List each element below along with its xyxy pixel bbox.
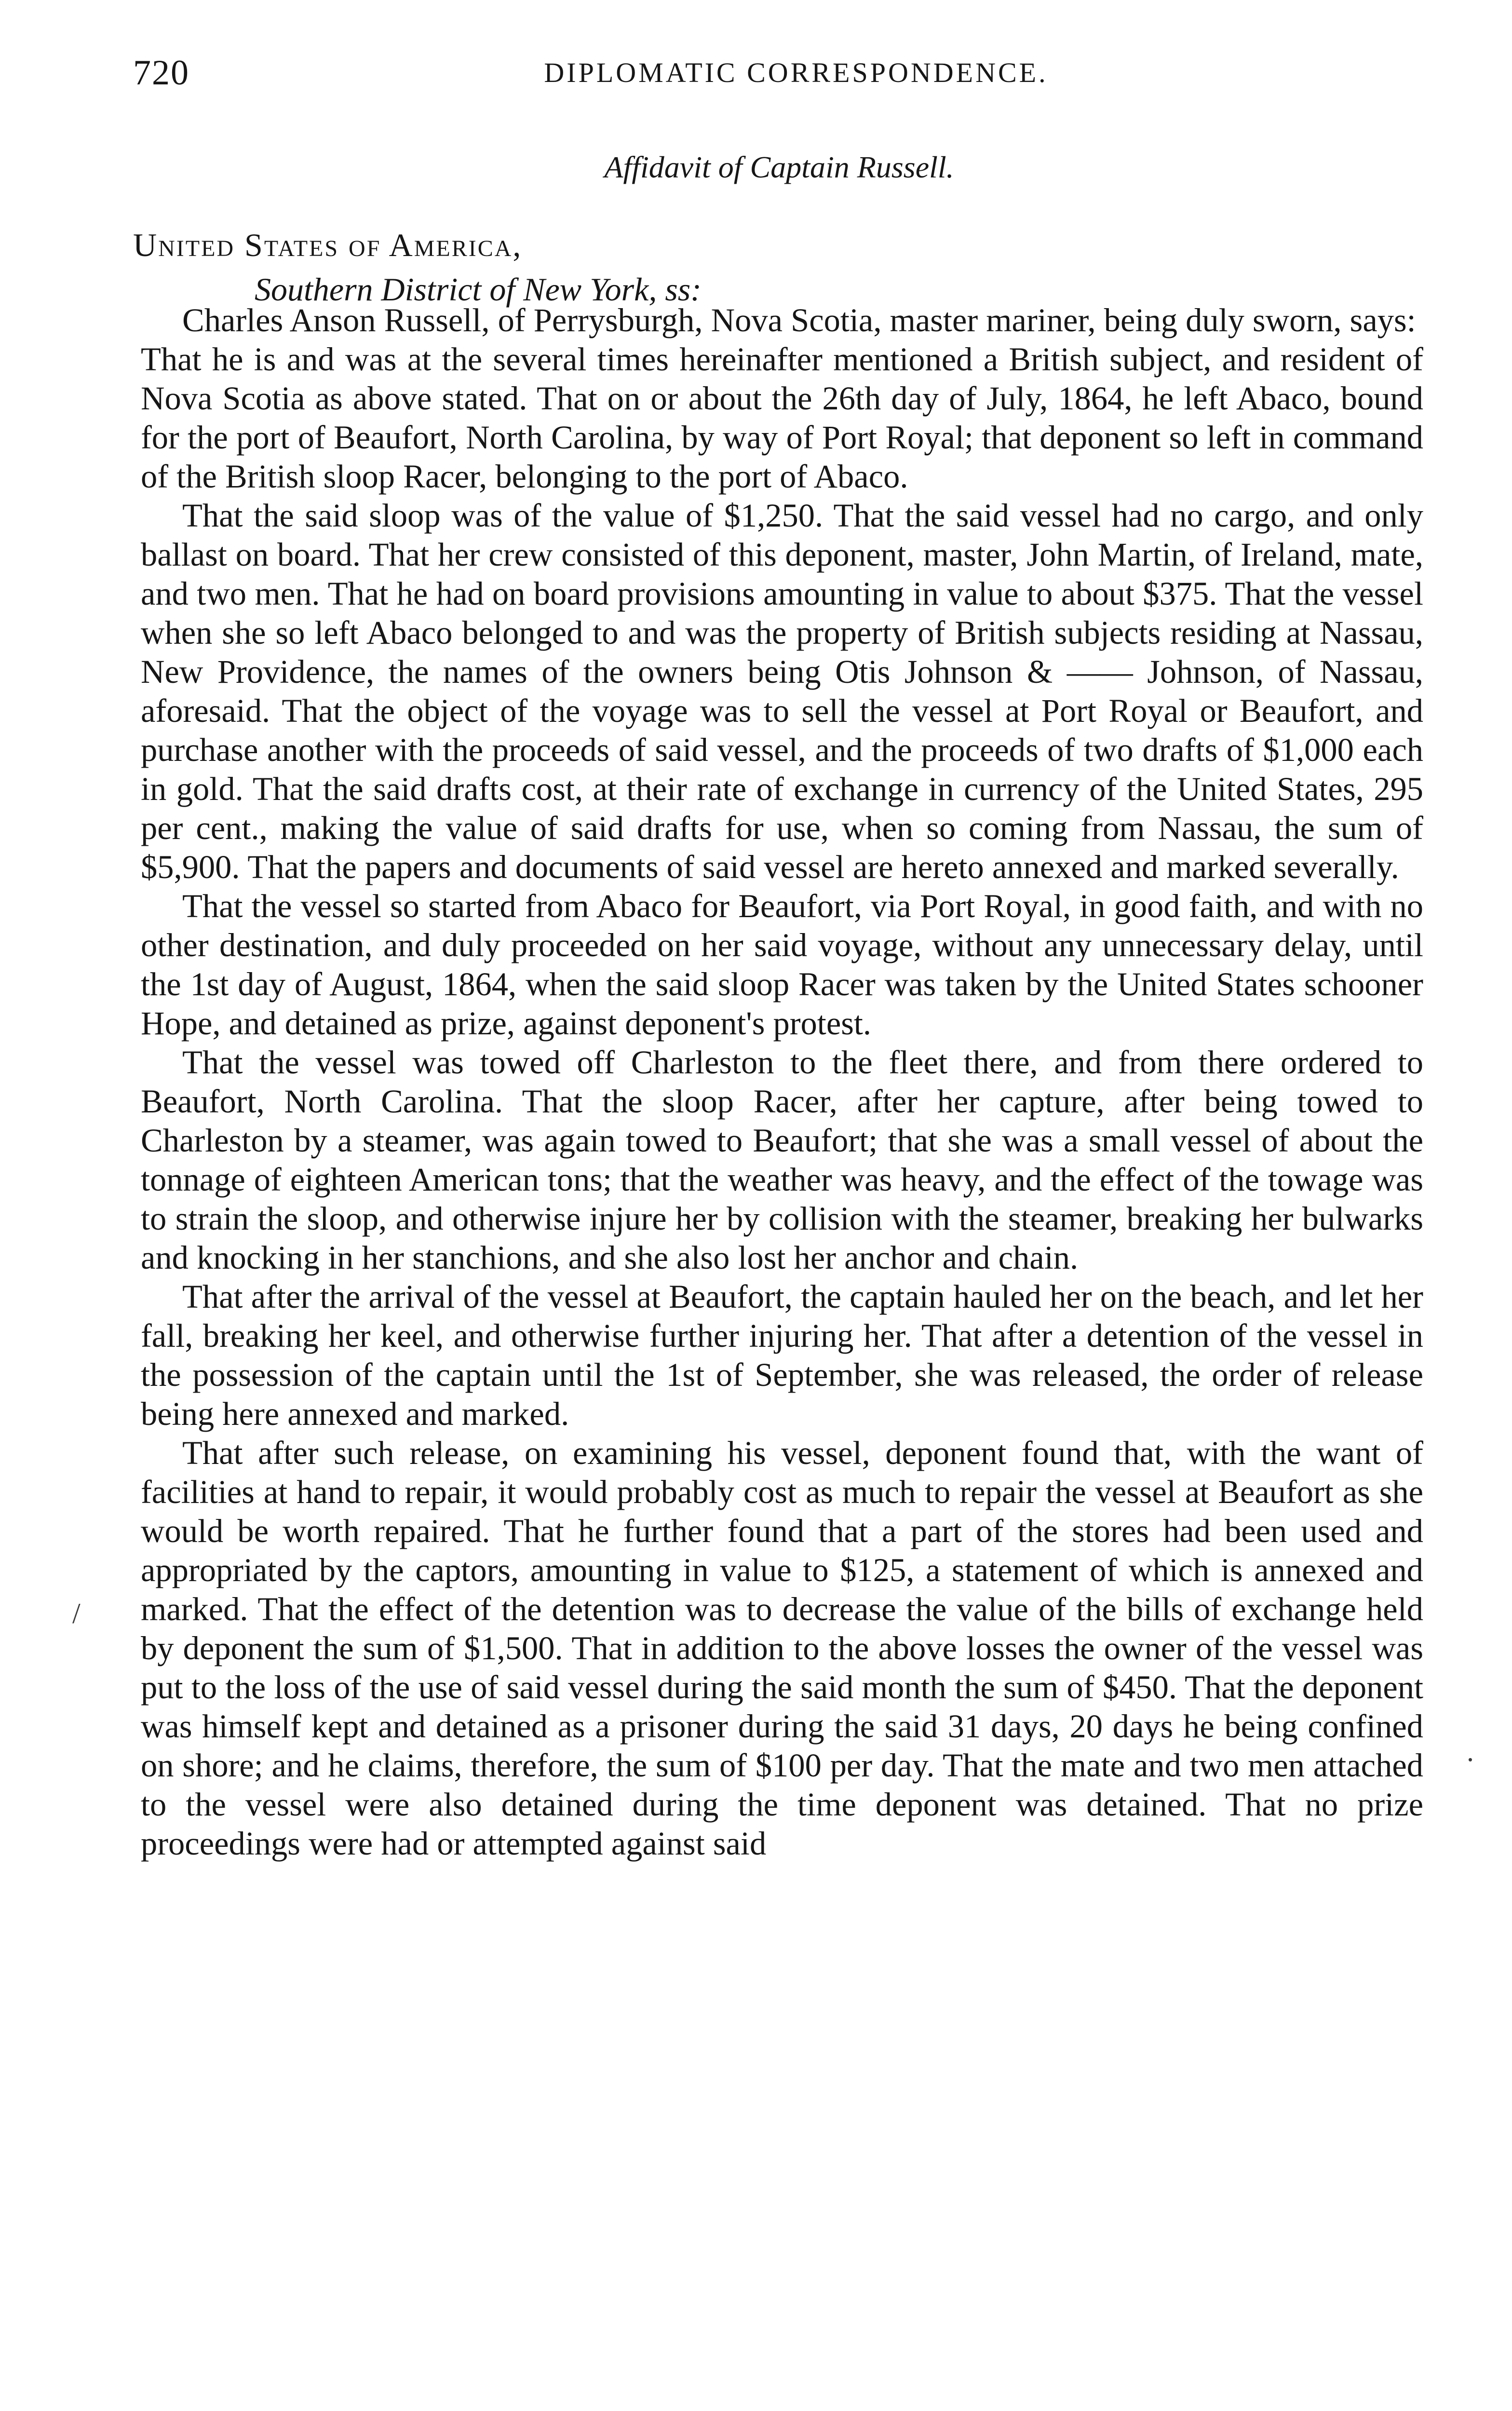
paragraph-residence: That he is and was at the several times hereinafter mentioned a British subject, and resident of Nova Scotia as above stated. That on or about the 26th day of July, 1864, he left Abaco, bound for the port of Beaufort, North Carolina, by way of Port Royal; that deponent so left in command of the British sloop Racer, belonging to the port of Abaco. xyxy=(141,341,1423,495)
paragraph-losses: That after such release, on examining his vessel, deponent found that, with the want of facilities at hand to repair, it would probably cost as much to repair the vessel at Beaufort as she would be worth repaired. That he further found that a part of the stores had been used and appropriated by the captors, amounting in value to $125, a statement of which is annexed and marked. That the effect of the detention was to decrease the value of the bills of exchange held by deponent the sum of $1,500. That in addition to the above losses the owner of the vessel was put to the loss of the use of said vessel during the said month the sum of $450. That the deponent was himself kept and detained as a prisoner during the said 31 days, 20 days he being confined on shore; and he claims, therefore, the sum of $100 per day. That the mate and two men attached to the vessel were also detained during the time deponent was detained. That no prize proceedings were had or attempted against said xyxy=(141,1435,1423,1862)
paragraph-towage: That the vessel was towed off Charleston to the fleet there, and from there ordered to Beaufort, North Carolina. That the sloop Racer, after her capture, after being towed to Charleston by a steamer, was again towed to Beaufort; that she was a small vessel of about the tonnage of eighteen American tons; that the weather was heavy, and the effect of the towage was to strain the sloop, and otherwise injure her by collision with the steamer, breaking her bulwarks and knocking in her stanchions, and she also lost her anchor and chain. xyxy=(141,1044,1423,1276)
running-head: DIPLOMATIC CORRESPONDENCE. xyxy=(544,57,1048,88)
paragraph-vessel-value: That the said sloop was of the value of $1,250. That the said vessel had no cargo, and only ballast on board. That her crew consisted of this deponent, master, John Martin, of Ireland, mate, and two men. That he had on board provisions amounting in value to about $375. That the vessel when she so left Abaco belonged to and was the property of British subjects residing at Nassau, New Providence, the names of the owners being Otis Johnson & —— Johnson, of Nassau, aforesaid. That the object of the voyage was to sell the vessel at Port Royal or Beaufort, and purchase another with the proceeds of said vessel, and the proceeds of two drafts of $1,000 each in gold. That the said drafts cost, at their rate of exchange in currency of the United States, 295 per cent., making the value of said drafts for use, when so coming from Nassau, the sum of $5,900. That the papers and documents of said vessel are hereto annexed and marked severally. xyxy=(141,497,1423,885)
paragraph-beaching: That after the arrival of the vessel at Beaufort, the captain hauled her on the beach, and let her fall, breaking her keel, and otherwise further injuring her. That after a detention of the vessel in the possession of the captain until the 1st of September, she was released, the order of release being here annexed and marked. xyxy=(141,1278,1423,1432)
paragraph-capture: That the vessel so started from Abaco for Beaufort, via Port Royal, in good faith, and with no other destination, and duly proceeded on her said voyage, without any unnecessary delay, until the 1st day of August, 1864, when the said sloop Racer was taken by the United States schooner Hope, and detained as prize, against deponent's protest. xyxy=(141,888,1423,1042)
paragraph-deponent-intro: Charles Anson Russell, of Perrysburgh, Nova Scotia, master mariner, being duly sworn, says: xyxy=(182,302,1416,339)
margin-mark-left: / xyxy=(72,1598,81,1629)
page-header xyxy=(133,46,1425,99)
venue-district: Southern District of New York, ss: xyxy=(255,271,702,308)
affidavit-body xyxy=(141,301,1423,1863)
venue-caption xyxy=(133,223,1425,312)
page-number: 720 xyxy=(133,53,189,93)
venue-jurisdiction: United States of America, xyxy=(133,227,523,263)
section-heading: Affidavit of Captain Russell. xyxy=(604,150,954,184)
margin-mark-right: . xyxy=(1467,1735,1474,1767)
